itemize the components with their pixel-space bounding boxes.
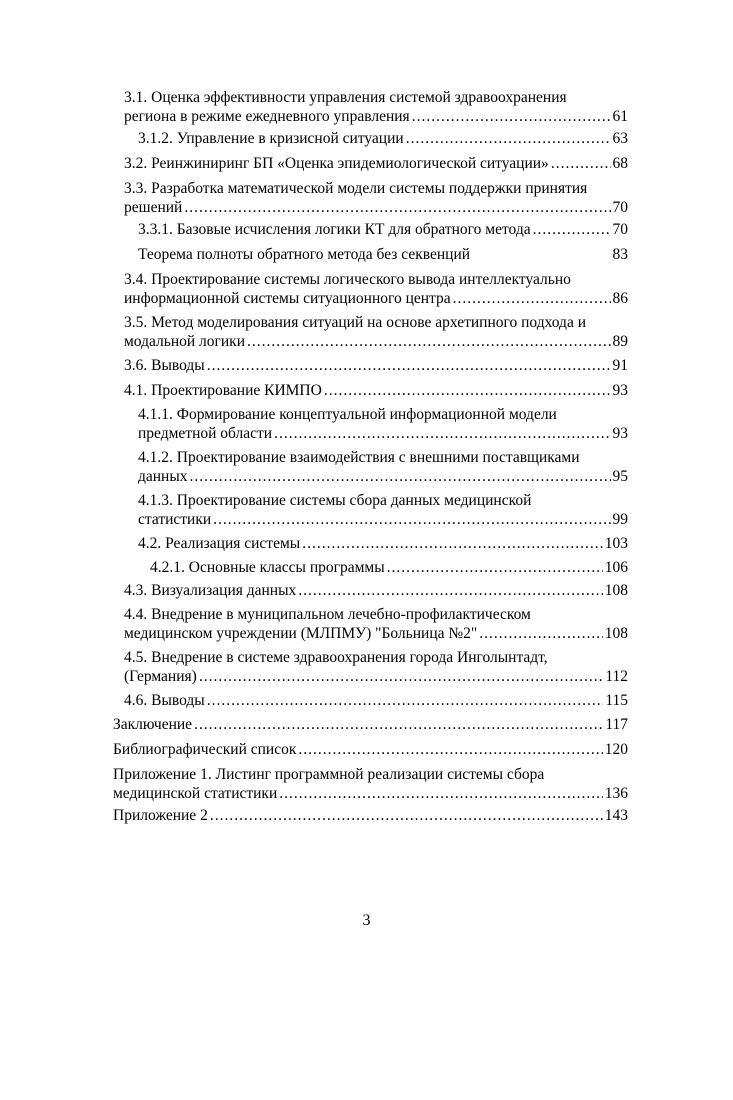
toc-entry-page: 95	[612, 468, 628, 485]
toc-entry	[138, 405, 628, 443]
toc-entry-line	[124, 154, 628, 173]
dot-leader	[207, 356, 611, 375]
toc-entry-title: региона в режиме ежедневного управления	[124, 108, 410, 125]
toc-entry	[150, 558, 628, 577]
dot-leader	[324, 381, 611, 400]
dot-leader	[247, 332, 611, 351]
toc-entry-line	[124, 381, 628, 400]
toc-entry-page: 89	[612, 333, 628, 350]
toc-entry-title: медицинской статистики	[113, 785, 278, 802]
toc-entry	[124, 270, 628, 308]
toc-entry-title: (Германия)	[124, 668, 197, 685]
toc-entry	[138, 245, 628, 264]
toc-entry-first-line: Приложение 1. Листинг программной реализации системы сбора	[113, 766, 545, 783]
toc-entry-title: Приложение 2	[113, 807, 208, 824]
dot-leader	[387, 558, 603, 577]
toc-entry-page: 91	[612, 357, 628, 374]
dot-leader	[194, 715, 603, 734]
toc-entry-first-line: 4.1.1. Формирование концептуальной информационной модели	[138, 406, 557, 423]
toc-entry	[113, 740, 628, 759]
toc-entry-line	[124, 356, 628, 375]
dot-leader	[213, 510, 610, 529]
toc-entry	[138, 534, 628, 553]
toc-entry-title: 3.1.2. Управление в кризисной ситуации	[138, 130, 404, 147]
toc-entry-title: модальной логики	[124, 333, 245, 350]
toc-entry-first-line: 4.1.2. Проектирование взаимодействия с внешними поставщиками	[138, 449, 580, 466]
toc-entry	[113, 765, 628, 803]
toc-entry-title: Библиографический список	[113, 741, 297, 758]
dot-leader	[274, 424, 610, 443]
toc-entry-title: данных	[138, 468, 188, 485]
toc-entry-first-line: 3.3. Разработка математической модели системы поддержки принятия	[124, 180, 588, 197]
toc-entry-title: 4.2.1. Основные классы программы	[150, 559, 385, 576]
toc-entry-line	[138, 245, 628, 264]
toc-entry-first-line: 4.5. Внедрение в системе здравоохранения города Инголынтадт,	[124, 649, 548, 666]
toc-entry	[138, 129, 628, 148]
toc-entry-page: 68	[612, 155, 628, 172]
toc-entry-first-line: 4.4. Внедрение в муниципальном лечебно-профилактическом	[124, 606, 531, 623]
dot-leader	[210, 806, 603, 825]
toc-entry-line	[124, 581, 628, 600]
toc-entry-page: 70	[612, 199, 628, 216]
toc-entry	[124, 88, 628, 126]
toc-entry	[138, 220, 628, 239]
toc-entry-title: 3.2. Реинжиниринг БП «Оценка эпидемиологической ситуации»	[124, 155, 549, 172]
toc-entry-page: 106	[604, 559, 628, 576]
toc-entry-page: 61	[612, 108, 628, 125]
dot-leader	[412, 107, 611, 126]
toc-entry-line	[138, 534, 628, 553]
toc-entry-line	[124, 198, 628, 217]
toc-entry-page: 115	[605, 692, 628, 709]
toc-entry-title: 4.2. Реализация системы	[138, 535, 301, 552]
toc-entry-page: 83	[612, 246, 628, 263]
toc-entry-page: 108	[604, 582, 628, 599]
toc-entry-page: 103	[604, 535, 628, 552]
toc-entry-line	[138, 220, 628, 239]
toc-entry-page: 108	[604, 625, 628, 642]
toc-entry-title: 4.3. Визуализация данных	[124, 582, 297, 599]
toc-entry-title: 4.6. Выводы	[124, 692, 205, 709]
toc-entry-first-line: 3.5. Метод моделирования ситуаций на основе архетипного подхода и	[124, 314, 586, 331]
dot-leader	[298, 581, 602, 600]
toc-entry-line	[138, 467, 628, 486]
toc-entry	[124, 356, 628, 375]
toc-entry-page: 99	[612, 511, 628, 528]
toc-entry-title: Теорема полноты обратного метода без секвенций	[138, 246, 471, 263]
dot-leader	[302, 534, 603, 553]
dot-leader	[479, 624, 603, 643]
toc-entry-line	[124, 691, 628, 710]
toc-entry-title: предметной области	[138, 425, 273, 442]
toc-entry	[113, 806, 628, 825]
toc-entry	[124, 648, 628, 686]
toc-entry	[124, 154, 628, 173]
dot-leader	[184, 198, 610, 217]
toc-entry	[124, 381, 628, 400]
toc-entry-title: статистики	[138, 511, 212, 528]
toc-entry-page: 86	[612, 290, 628, 307]
toc-entry-title: медицинском учреждении (МЛПМУ) "Больница №2"	[124, 625, 478, 642]
toc-entry-page: 112	[605, 668, 628, 685]
toc-entry-line	[138, 129, 628, 148]
page-number: 3	[362, 912, 371, 929]
toc-entry	[138, 448, 628, 486]
dot-leader	[298, 740, 602, 759]
toc-entry	[124, 581, 628, 600]
toc-entry	[124, 691, 628, 710]
toc-entry-first-line: 4.1.3. Проектирование системы сбора данных медицинской	[138, 492, 532, 509]
dot-leader	[551, 154, 611, 173]
toc-entry	[124, 605, 628, 643]
toc-entry-title: информационной системы ситуационного центра	[124, 290, 451, 307]
toc-entry-page: 63	[612, 130, 628, 147]
toc-entry-title: 3.6. Выводы	[124, 357, 205, 374]
toc-entry-line	[124, 289, 628, 308]
toc-entry-title: 4.1. Проектирование КИМПО	[124, 382, 322, 399]
toc-entry-page: 143	[604, 807, 628, 824]
toc-entry-line	[124, 624, 628, 643]
toc-entry-page: 70	[612, 221, 628, 238]
toc-entry	[138, 491, 628, 529]
dot-leader	[207, 691, 604, 710]
toc-entry-title: решений	[124, 199, 183, 216]
dot-leader	[279, 784, 602, 803]
toc-entry-line	[113, 806, 628, 825]
toc-entry-line	[138, 510, 628, 529]
toc-entry-line	[113, 784, 628, 803]
toc-entry-line	[138, 424, 628, 443]
toc-entry-line	[124, 107, 628, 126]
toc-entry-first-line: 3.1. Оценка эффективности управления системой здравоохранения	[124, 89, 567, 106]
toc-entry-line	[124, 667, 628, 686]
toc-entry-page: 120	[604, 741, 628, 758]
toc-entry-title: 3.3.1. Базовые исчисления логики КТ для обратного метода	[138, 221, 531, 238]
toc-entry	[124, 313, 628, 351]
toc-entry-page: 117	[605, 716, 628, 733]
toc-entry-line	[113, 740, 628, 759]
dot-leader	[453, 289, 611, 308]
dot-leader	[406, 129, 611, 148]
toc-entry-line	[124, 332, 628, 351]
toc-entry	[113, 715, 628, 734]
toc-entry-page: 93	[612, 382, 628, 399]
toc-entry	[124, 179, 628, 217]
dot-leader	[199, 667, 604, 686]
toc-entry-line	[113, 715, 628, 734]
dot-leader	[190, 467, 611, 486]
toc-entry-page: 136	[604, 785, 628, 802]
toc-entry-first-line: 3.4. Проектирование системы логического вывода интеллектуально	[124, 271, 571, 288]
toc-entry-title: Заключение	[113, 716, 193, 733]
toc-entry-page: 93	[612, 425, 628, 442]
dot-leader	[533, 220, 611, 239]
toc-entry-line	[150, 558, 628, 577]
